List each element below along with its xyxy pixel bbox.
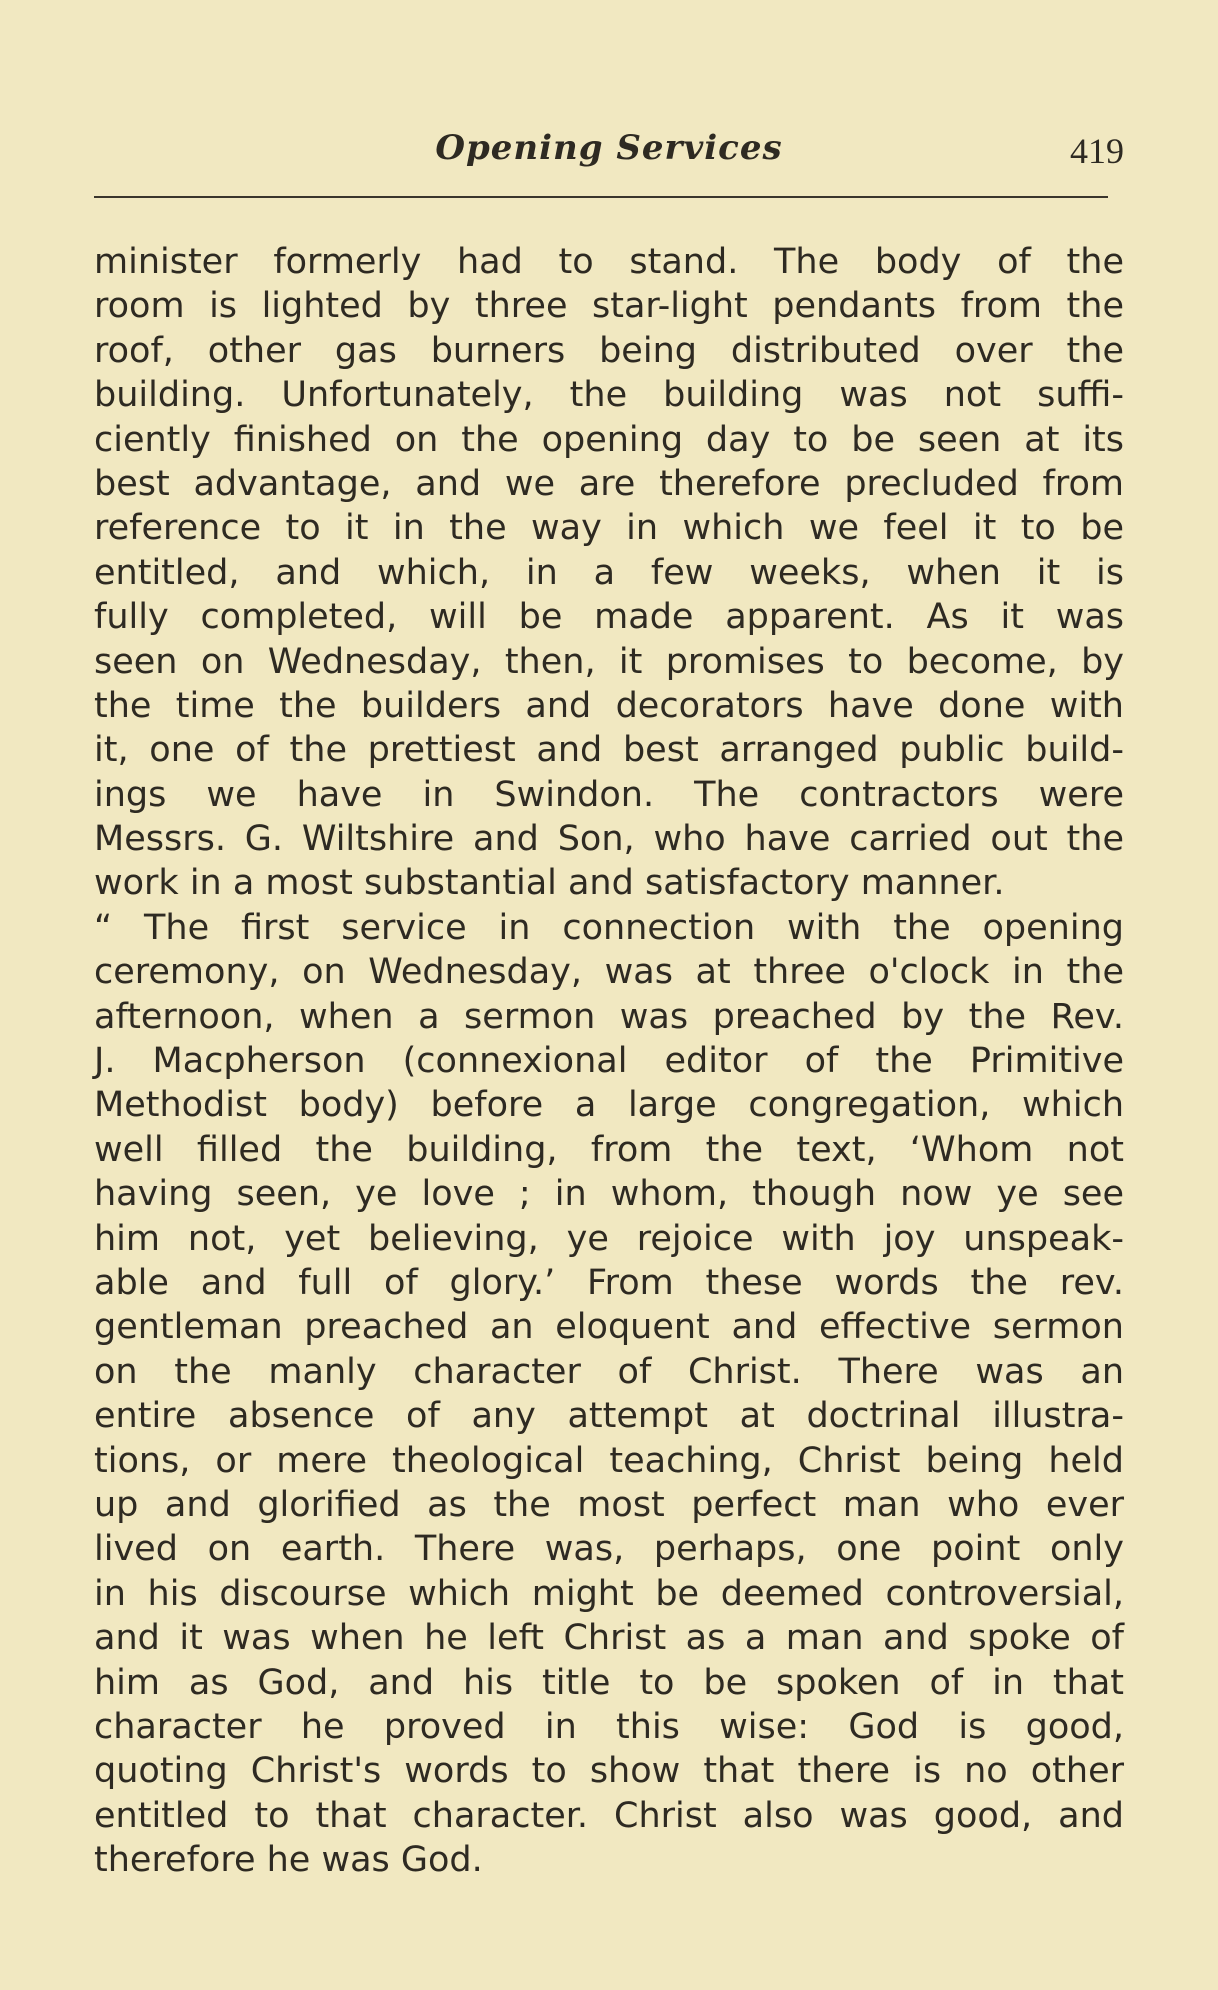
text-line: reference to it in the way in which we feel it to be bbox=[94, 508, 1124, 549]
text-line: J. Macpherson (connexional editor of the Primitive bbox=[94, 1041, 1124, 1082]
text-line: ceremony, on Wednesday, was at three o'clock in the bbox=[94, 952, 1124, 993]
text-line: tions, or mere theological teaching, Christ being held bbox=[94, 1440, 1124, 1481]
text-line: roof, other gas burners being distributed over the bbox=[94, 330, 1124, 371]
text-line: character he proved in this wise: God is good, bbox=[94, 1706, 1124, 1747]
text-line: ings we have in Swindon. The contractors were bbox=[94, 774, 1124, 815]
text-line: it, one of the prettiest and best arranged public build- bbox=[94, 730, 1124, 771]
text-line: minister formerly had to stand. The body of the bbox=[94, 242, 1124, 282]
text-line: him not, yet believing, ye rejoice with joy unspeak- bbox=[94, 1218, 1124, 1259]
text-line: fully completed, will be made apparent. As it was bbox=[94, 597, 1124, 638]
text-line: therefore he was God. bbox=[94, 1840, 483, 1881]
page-header bbox=[94, 120, 1124, 180]
text-line: entire absence of any attempt at doctrinal illustra- bbox=[94, 1396, 1124, 1437]
body-text bbox=[94, 240, 1124, 1882]
text-line: on the manly character of Christ. There was an bbox=[94, 1351, 1124, 1392]
text-line: in his discourse which might be deemed controversial, bbox=[94, 1573, 1124, 1614]
running-title: Opening Services bbox=[435, 128, 783, 168]
text-line: able and full of glory.’ From these words the rev. bbox=[94, 1262, 1124, 1303]
text-line: entitled to that character. Christ also was good, and bbox=[94, 1795, 1124, 1836]
text-line: “ The first service in connection with the opening bbox=[94, 907, 1124, 948]
text-line: seen on Wednesday, then, it promises to become, by bbox=[94, 641, 1124, 682]
text-line: having seen, ye love ; in whom, though now ye see bbox=[94, 1174, 1124, 1215]
header-rule bbox=[94, 196, 1108, 198]
text-line: room is lighted by three star-light pendants from the bbox=[94, 286, 1124, 327]
text-line: Methodist body) before a large congregation, which bbox=[94, 1085, 1124, 1126]
text-line: gentleman preached an eloquent and effective sermon bbox=[94, 1307, 1124, 1348]
text-line: quoting Christ's words to show that there is no other bbox=[94, 1751, 1124, 1792]
text-line: and it was when he left Christ as a man and spoke of bbox=[94, 1618, 1124, 1659]
page-number: 419 bbox=[1070, 131, 1124, 171]
text-line: work in a most substantial and satisfactory manner. bbox=[94, 863, 1005, 904]
text-line: afternoon, when a sermon was preached by the Rev. bbox=[94, 996, 1124, 1037]
text-line: entitled, and which, in a few weeks, when it is bbox=[94, 552, 1124, 593]
text-line: Messrs. G. Wiltshire and Son, who have carried out the bbox=[94, 819, 1124, 860]
text-line: well filled the building, from the text, ‘Whom not bbox=[94, 1129, 1124, 1170]
text-line: best advantage, and we are therefore precluded from bbox=[94, 463, 1124, 504]
text-line: up and glorified as the most perfect man who ever bbox=[94, 1484, 1124, 1525]
text-line: lived on earth. There was, perhaps, one point only bbox=[94, 1529, 1124, 1570]
text-line: building. Unfortunately, the building was not suffi- bbox=[94, 375, 1124, 416]
text-line: the time the builders and decorators have done with bbox=[94, 685, 1124, 726]
text-line: ciently finished on the opening day to be seen at its bbox=[94, 419, 1124, 460]
text-line: him as God, and his title to be spoken of in that bbox=[94, 1662, 1124, 1703]
